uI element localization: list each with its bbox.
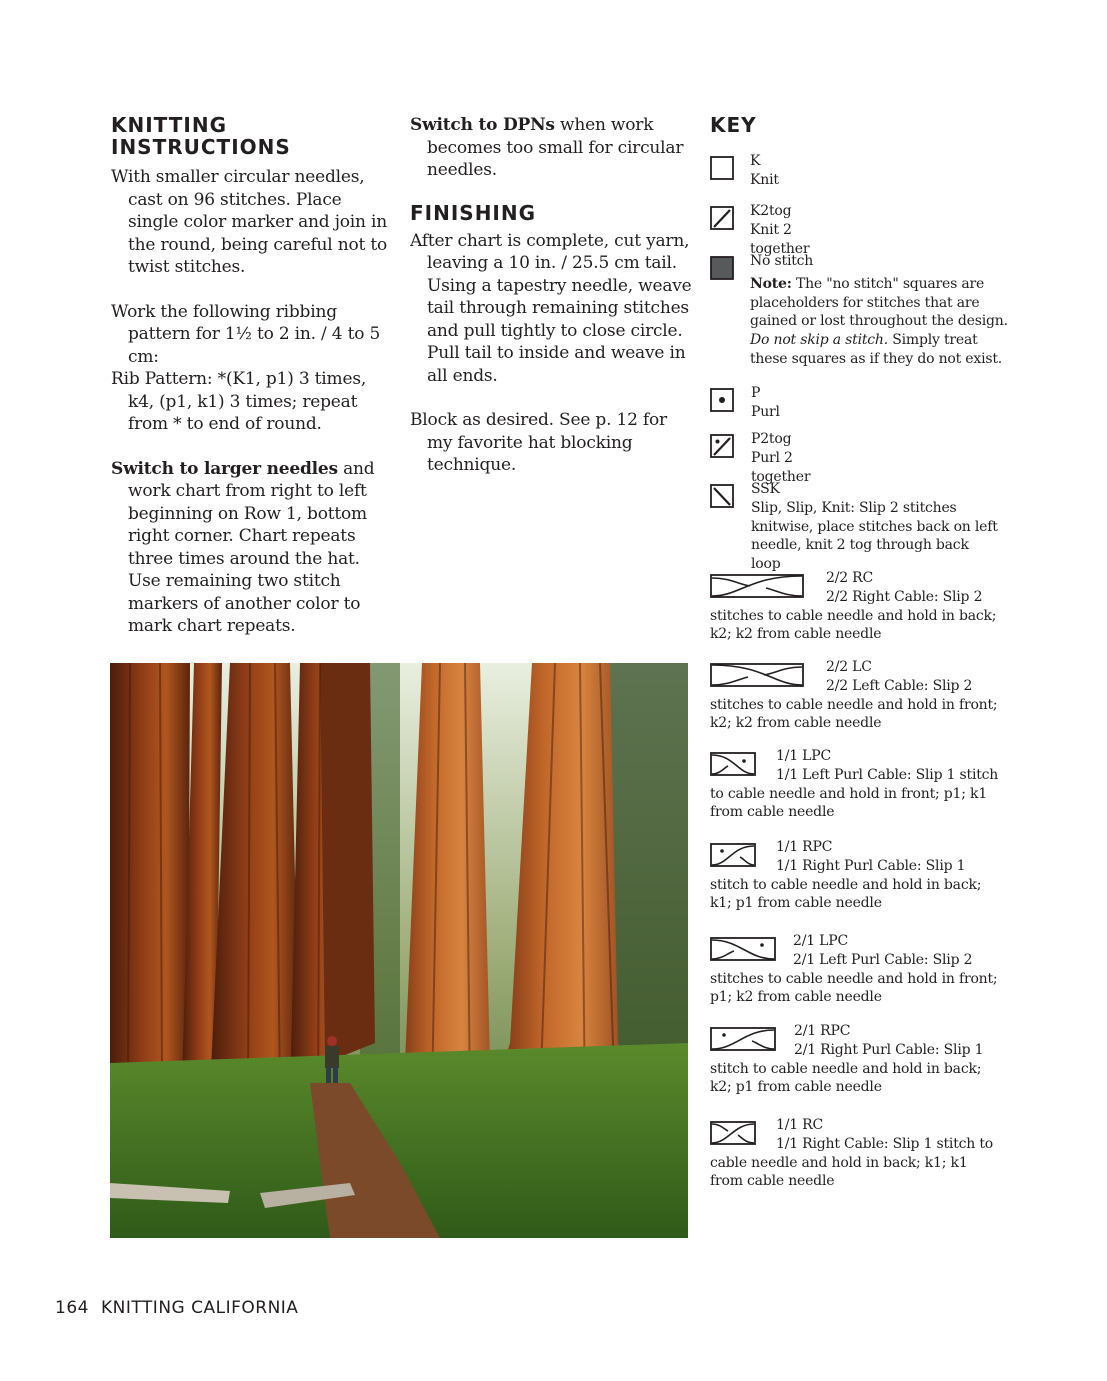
key-column bbox=[710, 114, 1010, 1214]
page-footer bbox=[55, 1298, 298, 1318]
k2tog-desc: Knit 2 together bbox=[750, 221, 810, 257]
ssk-abbr: SSK bbox=[751, 481, 780, 497]
rib-pattern-paragraph: Rib Pattern: *(K1, p1) 3 times, k4, (p1, k1) 3 times; repeat from * to end of round. bbox=[111, 369, 367, 434]
instructions-column bbox=[111, 114, 396, 638]
rpc21-desc: 2/1 Right Purl Cable: Slip 1 stitch to cable needle and hold in back; k2; p1 from cable needle bbox=[710, 1041, 984, 1096]
lpc11-desc: 1/1 Left Purl Cable: Slip 1 stitch to cable needle and hold in front; p1; k1 from cable needle bbox=[710, 766, 999, 821]
no-stitch-abbr: No stitch bbox=[750, 253, 814, 269]
filled-square-icon bbox=[710, 256, 736, 282]
knit-abbr: K bbox=[750, 153, 761, 169]
larger-needles-bold: Switch to larger needles bbox=[111, 458, 338, 479]
page-number: 164 bbox=[55, 1298, 89, 1318]
rpc11-desc: 1/1 Right Purl Cable: Slip 1 stitch to cable needle and hold in back; k1; p1 from cable needle bbox=[710, 857, 982, 912]
cast-on-paragraph: With smaller circular needles, cast on 96 stitches. Place single color marker and join in the round, being careful not to twist stitches. bbox=[111, 167, 388, 277]
p2tog-desc: Purl 2 together bbox=[751, 449, 811, 485]
instructions-heading bbox=[111, 114, 396, 158]
dpns-text: when work becomes too small for circular needles. bbox=[427, 115, 684, 180]
empty-square-icon bbox=[710, 156, 736, 182]
rc22-abbr: 2/2 RC bbox=[826, 570, 874, 586]
k2tog-abbr: K2tog bbox=[750, 203, 792, 219]
lc22-abbr: 2/2 LC bbox=[826, 659, 872, 675]
book-title: KNITTING CALIFORNIA bbox=[100, 1298, 299, 1318]
rc11-desc: 1/1 Right Cable: Slip 1 stitch to cable needle and hold in back; k1; k1 from cable needle bbox=[710, 1135, 993, 1190]
heading-line-1: KNITTING bbox=[111, 113, 228, 137]
note-text-a: The "no stitch" squares are placeholders for stitches that are gained or lost throughout the design. bbox=[750, 275, 1008, 330]
rpc21-abbr: 2/1 RPC bbox=[794, 1023, 851, 1039]
p2tog-abbr: P2tog bbox=[751, 431, 792, 447]
note-label: Note: bbox=[750, 275, 792, 292]
blocking-paragraph: Block as desired. See p. 12 for my favorite hat blocking technique. bbox=[410, 410, 667, 475]
finishing-column bbox=[410, 114, 695, 477]
finishing-paragraph: After chart is complete, cut yarn, leaving a 10 in. / 25.5 cm tail. Using a tapestry needle, weave tail through remaining stitches and pull tightly to close circle. Pull tail to inside and weave in all ends. bbox=[410, 230, 692, 386]
rc11-abbr: 1/1 RC bbox=[776, 1117, 824, 1133]
purl-desc: Purl bbox=[751, 403, 780, 420]
dot-square-icon bbox=[710, 388, 736, 414]
larger-needles-paragraph bbox=[111, 458, 396, 638]
right-slash-square-icon bbox=[710, 206, 736, 232]
dpns-bold: Switch to DPNs bbox=[410, 115, 555, 135]
heading-line-2: INSTRUCTIONS bbox=[111, 135, 291, 159]
note-italic: Do not skip a stitch. bbox=[750, 332, 889, 349]
no-stitch-note bbox=[750, 275, 1010, 369]
left-slash-square-icon bbox=[710, 484, 736, 510]
redwood-forest-photo bbox=[110, 663, 688, 1238]
ssk-desc: Slip, Slip, Knit: Slip 2 stitches knitwise, place stitches back on left needle, knit 2 tog through back loop bbox=[751, 499, 998, 573]
larger-needles-text: and work chart from right to left beginning on Row 1, bottom right corner. Chart repeats three times around the hat. Use remaining two stitch markers of another color to mark chart repeats. bbox=[128, 458, 375, 636]
note-text-b: Simply treat these squares as if they do not exist. bbox=[750, 332, 1003, 367]
rc22-desc: 2/2 Right Cable: Slip 2 stitches to cable needle and hold in back; k2; k2 from cable needle bbox=[710, 588, 997, 643]
lpc11-abbr: 1/1 LPC bbox=[776, 748, 832, 764]
lpc21-abbr: 2/1 LPC bbox=[793, 933, 849, 949]
knit-desc: Knit bbox=[750, 171, 779, 188]
lpc21-desc: 2/1 Left Purl Cable: Slip 2 stitches to cable needle and hold in front; p1; k2 from cable needle bbox=[710, 951, 998, 1006]
redwood-forest-image bbox=[110, 663, 688, 1238]
rpc11-abbr: 1/1 RPC bbox=[776, 839, 833, 855]
lc22-desc: 2/2 Left Cable: Slip 2 stitches to cable needle and hold in front; k2; k2 from cable needle bbox=[710, 677, 998, 732]
ribbing-paragraph: Work the following ribbing pattern for 1½ to 2 in. / 4 to 5 cm: bbox=[111, 301, 381, 367]
key-heading: KEY bbox=[710, 113, 757, 137]
dpns-paragraph bbox=[410, 114, 695, 182]
finishing-heading: FINISHING bbox=[410, 200, 537, 225]
dotted-slash-square-icon bbox=[710, 434, 736, 460]
purl-abbr: P bbox=[751, 385, 761, 401]
